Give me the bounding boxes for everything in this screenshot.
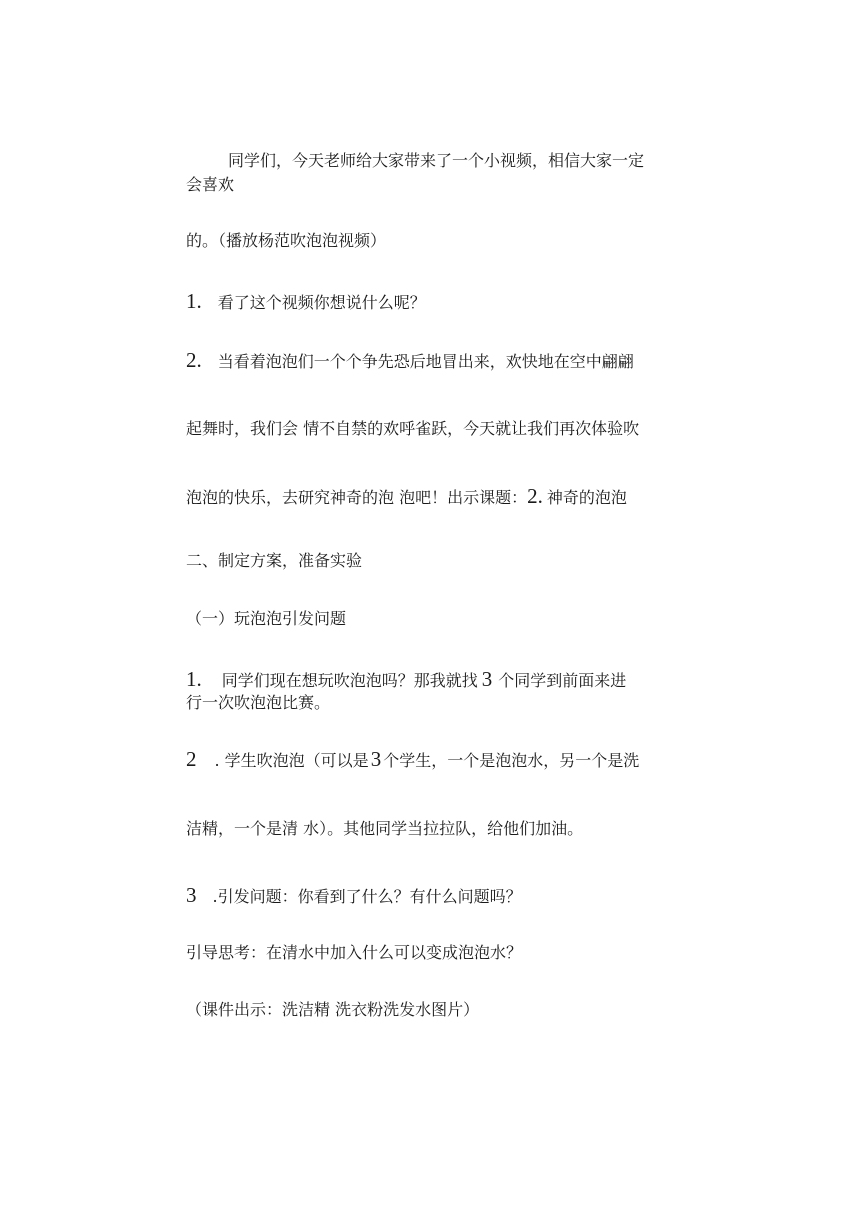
question-1-number: 1.: [186, 289, 202, 313]
intro-text-2: 会喜欢: [186, 175, 235, 194]
intro-paragraph-line-3: [186, 230, 686, 252]
question-2-text-1: 当看着泡泡们一个个争先恐后地冒出来，欢快地在空中翩翩: [217, 352, 634, 371]
item-2-text-2: 洁精，一个是清 水）。其他同学当拉拉队，给他们加油。: [186, 819, 584, 838]
question-2-line-1: [186, 349, 686, 373]
item-1-count: 3: [481, 667, 493, 691]
item-2-text-a: . 学生吹泡泡（可以是: [214, 751, 369, 770]
guide-thinking-text: 引导思考：在清水中加入什么可以变成泡泡水？: [186, 943, 523, 962]
section-2-heading-text: 二、制定方案，准备实验: [186, 551, 363, 570]
lesson-title: 神奇的泡泡: [546, 488, 627, 507]
item-1-text-2: 行一次吹泡泡比赛。: [186, 693, 331, 712]
item-2-line-1: [186, 748, 686, 772]
item-2-count: 3: [370, 747, 382, 771]
item-3: [186, 884, 686, 908]
intro-text-1: 同学们，今天老师给大家带来了一个小视频，相信大家一定: [228, 151, 645, 170]
section-2-heading: [186, 550, 686, 572]
item-1-text-b: 个同学到前面来进: [498, 671, 627, 690]
subsection-1-heading-text: （一）玩泡泡引发问题: [186, 609, 347, 628]
intro-paragraph-line-2: [186, 174, 686, 196]
item-1-number: 1.: [186, 667, 202, 691]
item-3-number: 3: [186, 883, 197, 907]
item-3-text: .引发问题：你看到了什么？有什么问题吗？: [212, 887, 522, 906]
item-2-line-2: [186, 818, 686, 840]
question-2-number: 2.: [186, 348, 202, 372]
intro-paragraph-line-1: [228, 150, 728, 172]
item-1-line-1: [186, 668, 686, 692]
intro-text-3: 的。（播放杨范吹泡泡视频）: [186, 231, 387, 250]
courseware-note: [186, 999, 686, 1021]
item-2-number: 2: [186, 747, 197, 771]
subsection-1-heading: [186, 608, 686, 630]
question-1-text: 看了这个视频你想说什么呢？: [217, 293, 426, 312]
question-2-text-3a: 泡泡的快乐，去研究神奇的泡 泡吧！出示课题：: [186, 488, 528, 507]
question-1: [186, 290, 686, 314]
item-2-text-b: 个学生，一个是泡泡水，另一个是洗: [383, 751, 640, 770]
item-1-text-a: 同学们现在想玩吹泡泡吗？那我就找: [221, 671, 478, 690]
guide-thinking: [186, 942, 686, 964]
question-2-text-2: 起舞时，我们会 情不自禁的欢呼雀跃，今天就让我们再次体验吹: [186, 419, 640, 438]
question-2-line-2: [186, 418, 686, 440]
question-2-line-3: [186, 485, 686, 509]
item-1-line-2: [186, 692, 686, 714]
lesson-title-number: 2.: [527, 484, 543, 508]
courseware-note-text: （课件出示：洗洁精 洗衣粉洗发水图片）: [186, 1000, 480, 1019]
